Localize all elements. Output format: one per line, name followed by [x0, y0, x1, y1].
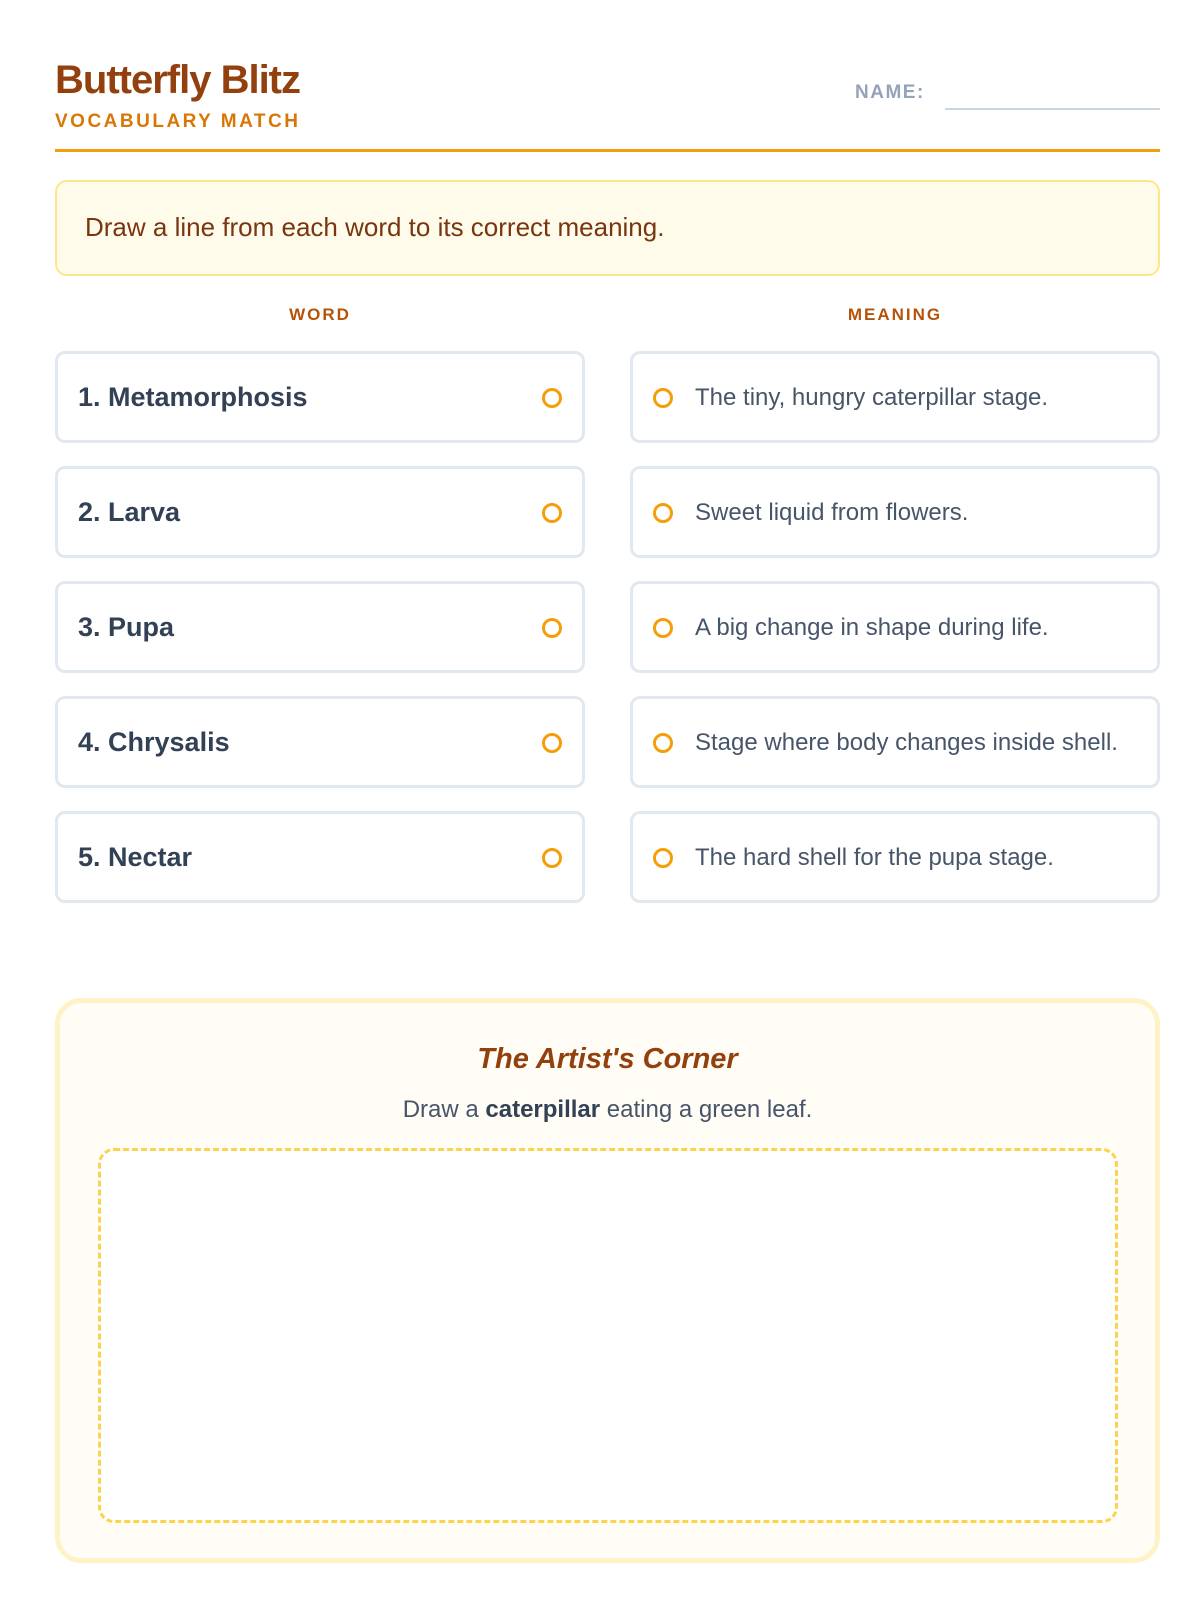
word-label: 4. Chrysalis [78, 727, 230, 757]
connector-circle-icon[interactable] [542, 618, 562, 638]
meaning-card[interactable] [630, 696, 1160, 788]
connector-circle-icon[interactable] [653, 848, 673, 868]
word-label: 5. Nectar [78, 842, 193, 872]
word-label: 1. Metamorphosis [78, 382, 308, 412]
artist-corner-prompt [60, 1096, 1155, 1124]
meaning-card[interactable] [630, 581, 1160, 673]
meaning-label: Sweet liquid from flowers. [695, 499, 969, 526]
word-card[interactable] [55, 351, 585, 443]
artist-corner [55, 998, 1160, 1563]
prompt-text-start: Draw a [402, 1096, 486, 1123]
word-label: 3. Pupa [78, 612, 175, 642]
word-card[interactable] [55, 581, 585, 673]
artist-corner-title: The Artist's Corner [477, 1043, 738, 1075]
page-subtitle: VOCABULARY MATCH [55, 111, 301, 132]
connector-circle-icon[interactable] [542, 503, 562, 523]
word-card[interactable] [55, 811, 585, 903]
meaning-card[interactable] [630, 351, 1160, 443]
instructions-text: Draw a line from each word to its correct meaning. [85, 212, 665, 242]
connector-circle-icon[interactable] [653, 388, 673, 408]
word-label: 2. Larva [78, 497, 181, 527]
connector-circle-icon[interactable] [653, 618, 673, 638]
word-column-header: WORD [289, 305, 351, 324]
name-field-line[interactable] [945, 108, 1160, 110]
meaning-label: The tiny, hungry caterpillar stage. [695, 384, 1049, 411]
meaning-label: Stage where body changes inside shell. [695, 729, 1118, 756]
connector-circle-icon[interactable] [653, 733, 673, 753]
meaning-column-header: MEANING [847, 305, 943, 324]
prompt-bold-word: caterpillar [485, 1096, 601, 1123]
instructions-box [55, 180, 1160, 276]
name-label: NAME: [855, 82, 925, 103]
word-card[interactable] [55, 696, 585, 788]
connector-circle-icon[interactable] [542, 388, 562, 408]
worksheet-header [55, 52, 1160, 152]
connector-circle-icon[interactable] [653, 503, 673, 523]
meaning-card[interactable] [630, 811, 1160, 903]
drawing-area[interactable] [98, 1148, 1118, 1523]
word-card[interactable] [55, 466, 585, 558]
meaning-label: The hard shell for the pupa stage. [695, 844, 1054, 871]
prompt-text-end: eating a green leaf. [600, 1096, 813, 1123]
connector-circle-icon[interactable] [542, 733, 562, 753]
connector-circle-icon[interactable] [542, 848, 562, 868]
meaning-card[interactable] [630, 466, 1160, 558]
page-title: Butterfly Blitz [55, 58, 300, 102]
meaning-label: A big change in shape during life. [695, 614, 1049, 641]
